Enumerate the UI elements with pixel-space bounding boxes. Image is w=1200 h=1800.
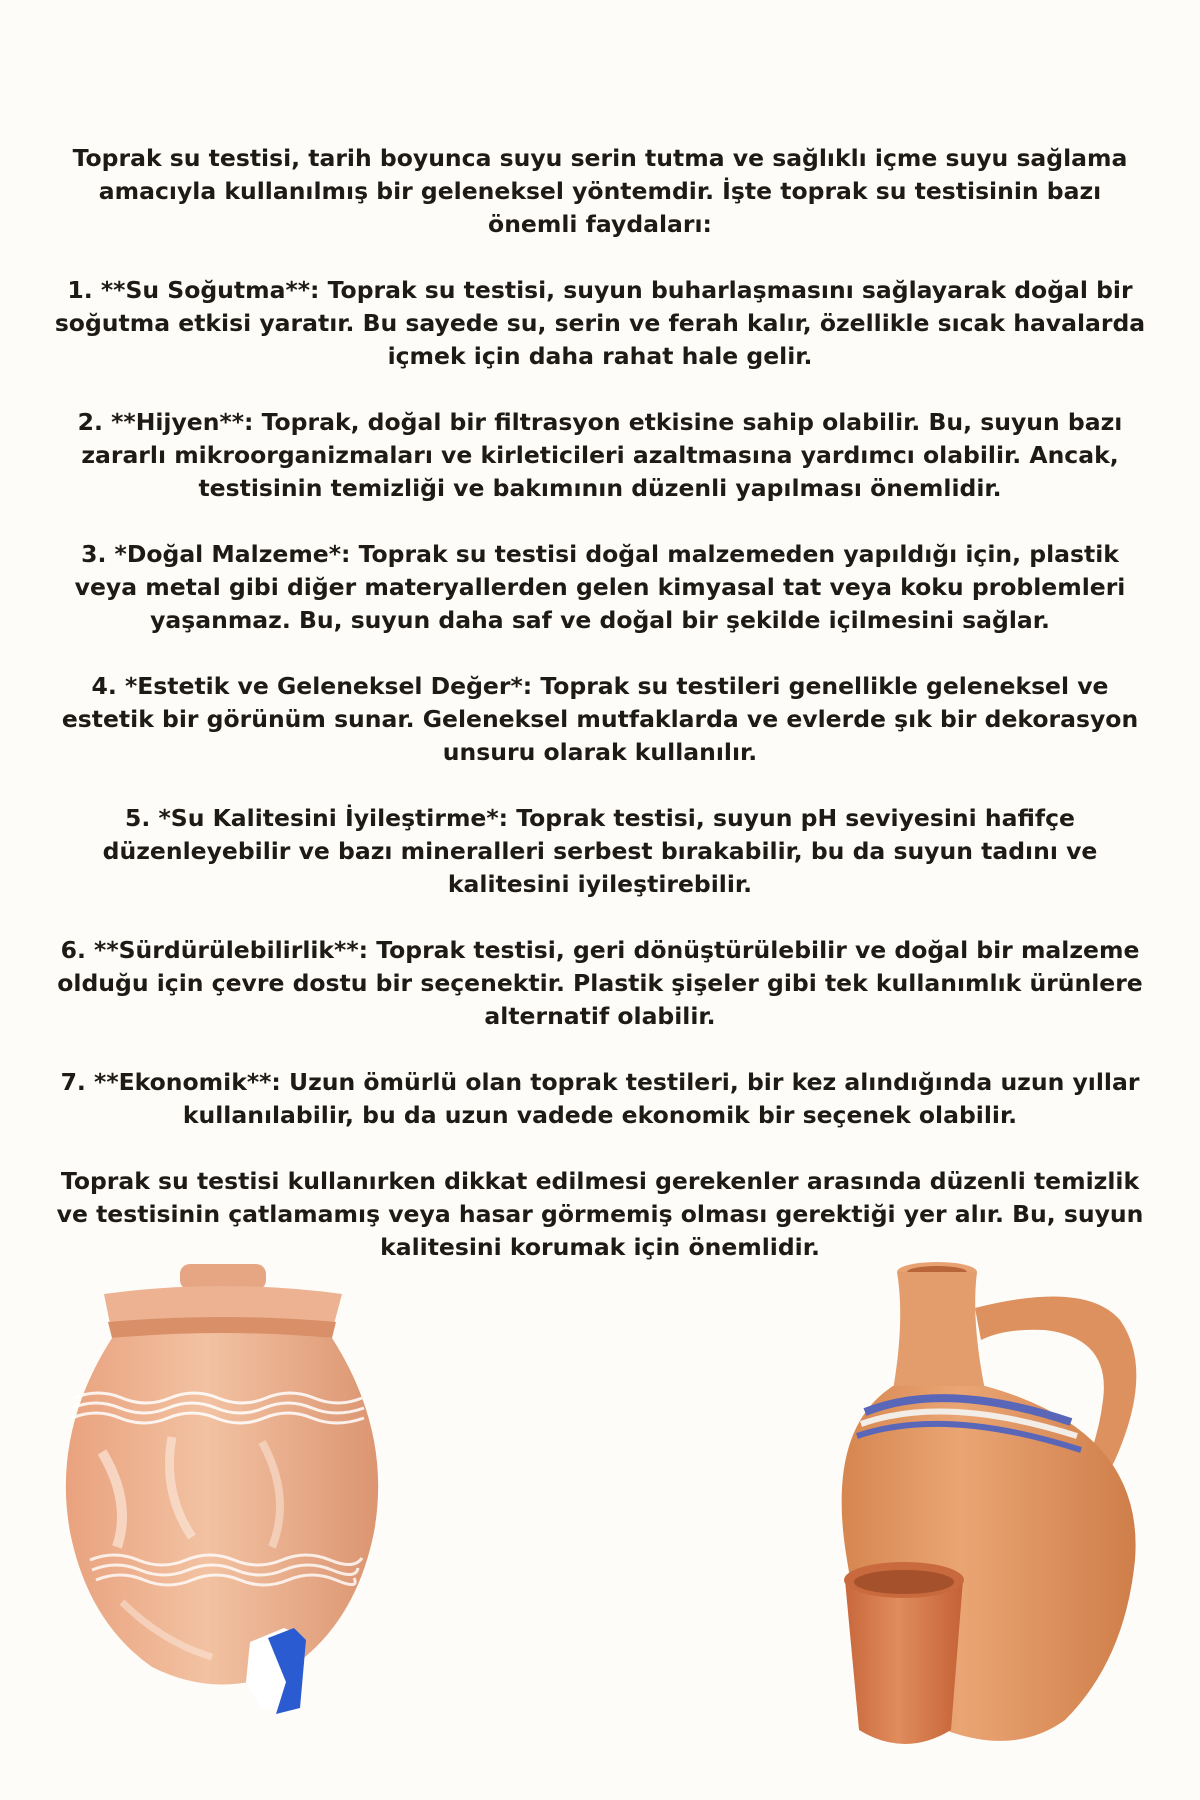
clay-jug-and-cup-image [835, 1260, 1165, 1760]
benefit-2-paragraph: 2. **Hijyen**: Toprak, doğal bir filtrasyon etkisine sahip olabilir. Bu, suyun bazı zararlı mikroorganizmaları ve kirleticileri azaltmasına yardımcı olabilir. Ancak, testisinin temizliği ve bakımının düzenli yapılması önemlidir. [77, 408, 1123, 502]
intro-paragraph: Toprak su testisi, tarih boyunca suyu serin tutma ve sağlıklı içme suyu sağlama amacıyla kullanılmış bir geleneksel yöntemdir. İşte toprak su testisinin bazı önemli faydaları: [72, 144, 1128, 238]
clay-jar-image [62, 1262, 382, 1722]
benefit-6-paragraph: 6. **Sürdürülebilirlik**: Toprak testisi, geri dönüştürülebilir ve doğal bir malzeme olduğu için çevre dostu bir seçenektir. Plastik şişeler gibi tek kullanımlık ürünlere alternatif olabilir. [57, 936, 1143, 1030]
clay-jug-illustration [835, 1260, 1165, 1760]
benefit-5-paragraph: 5. *Su Kalitesini İyileştirme*: Toprak testisi, suyun pH seviyesini hafifçe düzenleyebilir ve bazı mineralleri serbest bırakabilir, bu da suyun tadını ve kalitesini iyileştirebilir. [102, 804, 1098, 898]
closing-paragraph: Toprak su testisi kullanırken dikkat edilmesi gerekenler arasında düzenli temizlik ve testisinin çatlamamış veya hasar görmemiş olması gerektiği yer alır. Bu, suyun kalitesini korumak için önemlidir. [56, 1167, 1144, 1261]
benefit-7-paragraph: 7. **Ekonomik**: Uzun ömürlü olan toprak testileri, bir kez alındığında uzun yıllar kullanılabilir, bu da uzun vadede ekonomik bir seçenek olabilir. [60, 1068, 1140, 1129]
article-text [50, 142, 1150, 1264]
benefit-1-paragraph: 1. **Su Soğutma**: Toprak su testisi, suyun buharlaşmasını sağlayarak doğal bir soğutma etkisi yaratır. Bu sayede su, serin ve ferah kalır, özellikle sıcak havalarda içmek için daha rahat hale gelir. [54, 276, 1146, 370]
jar-body [66, 1333, 378, 1685]
clay-jar-illustration [62, 1262, 382, 1722]
clay-cup [844, 1562, 964, 1744]
jug-neck [893, 1272, 985, 1390]
jar-tap [246, 1628, 306, 1714]
benefit-3-paragraph: 3. *Doğal Malzeme*: Toprak su testisi doğal malzemeden yapıldığı için, plastik veya metal gibi diğer materyallerden gelen kimyasal tat veya koku problemleri yaşanmaz. Bu, suyun daha saf ve doğal bir şekilde içilmesini sağlar. [74, 540, 1126, 634]
benefit-4-paragraph: 4. *Estetik ve Geleneksel Değer*: Toprak su testileri genellikle geleneksel ve estetik bir görünüm sunar. Geleneksel mutfaklarda ve evlerde şık bir dekorasyon unsuru olarak kullanılır. [61, 672, 1139, 766]
